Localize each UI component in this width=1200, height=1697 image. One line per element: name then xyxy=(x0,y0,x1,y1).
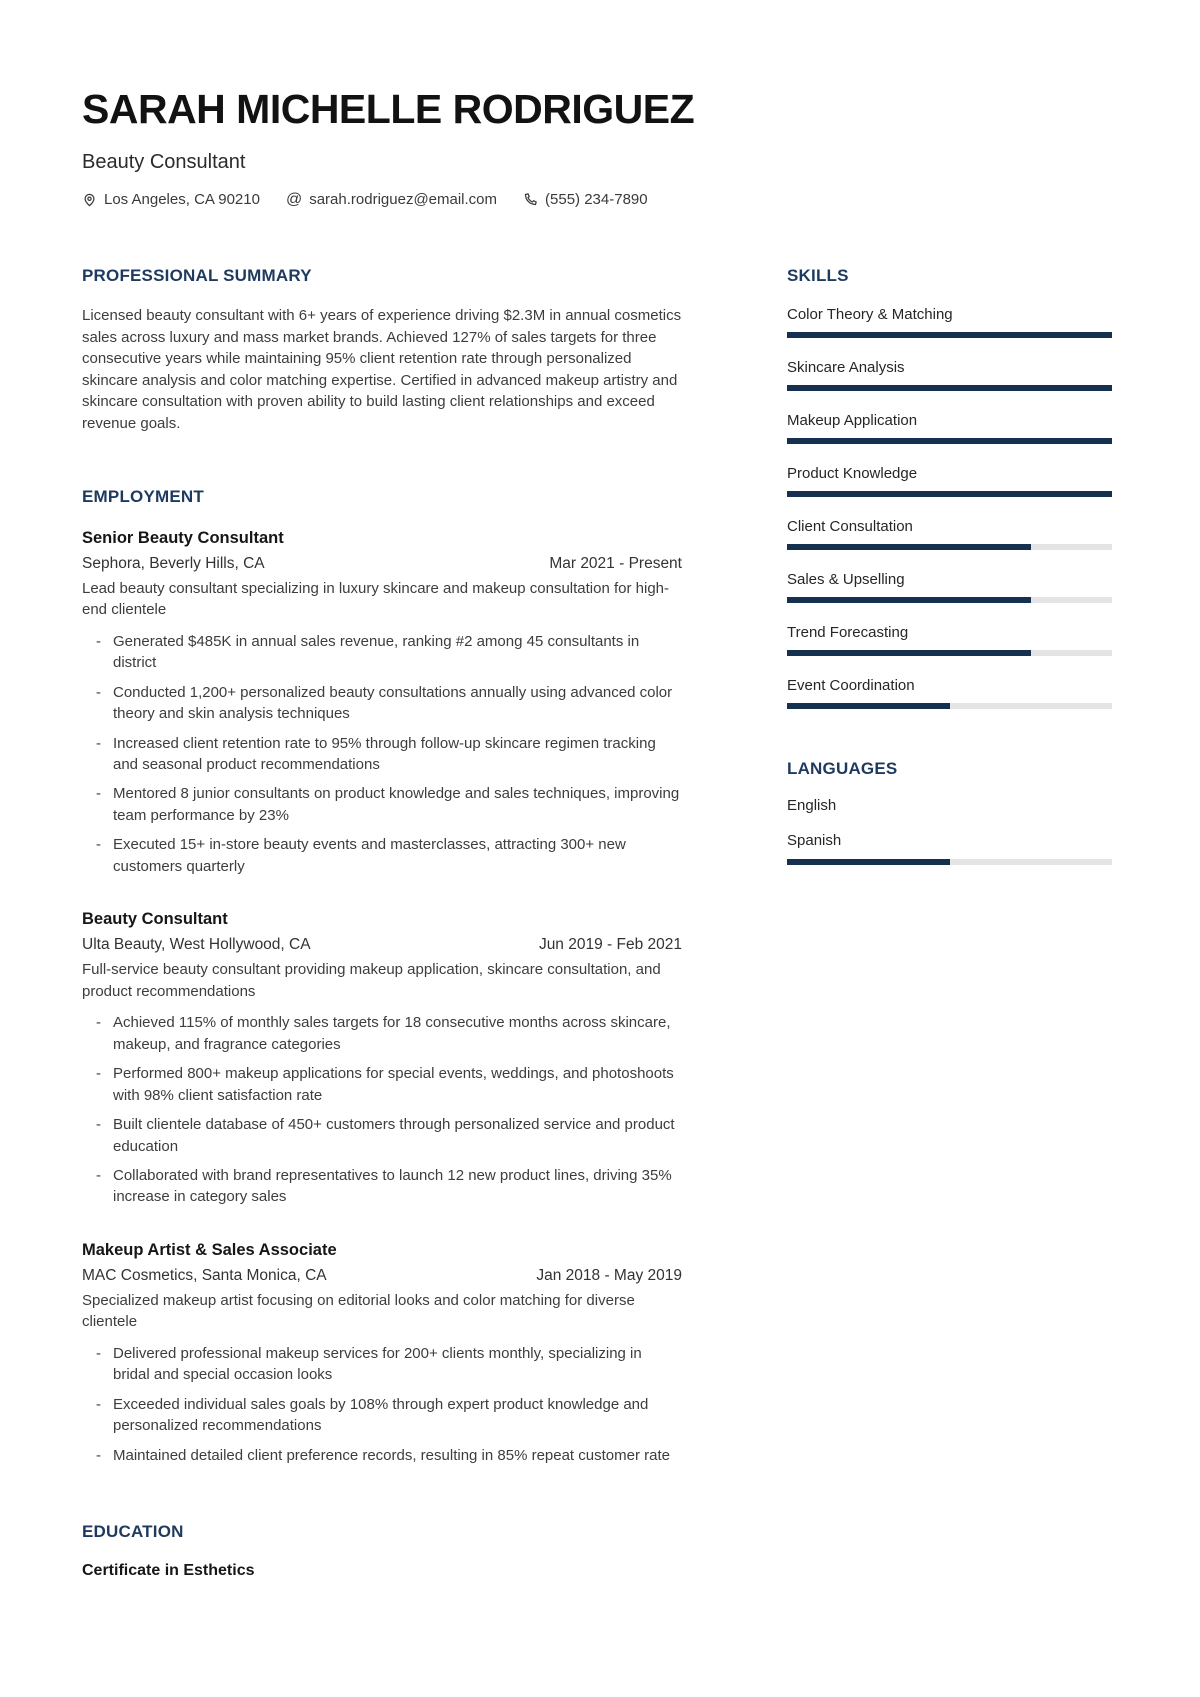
skill-bar-fill xyxy=(787,597,1031,603)
bullet-text: Maintained detailed client preference records, resulting in 85% repeat customer rate xyxy=(113,1446,670,1464)
resume-columns xyxy=(82,266,1112,1580)
bullet-text: Exceeded individual sales goals by 108% through expert product knowledge and personalized recommendations xyxy=(113,1395,649,1435)
job-list xyxy=(82,529,682,1467)
job-bullet xyxy=(82,1394,682,1437)
skill-label: Event Coordination xyxy=(787,677,915,695)
job-entry xyxy=(82,529,682,878)
job-entry xyxy=(82,1241,682,1466)
skill-label: Sales & Upselling xyxy=(787,571,905,589)
job-company: Sephora, Beverly Hills, CA xyxy=(82,554,265,572)
job-dates: Mar 2021 - Present xyxy=(549,554,682,572)
bullet-dash: - xyxy=(96,785,101,803)
skill-label: Skincare Analysis xyxy=(787,359,905,377)
skill-item xyxy=(787,359,1112,391)
job-entry xyxy=(82,910,682,1208)
job-bullets xyxy=(82,631,682,877)
job-bullet xyxy=(82,733,682,776)
skill-bar xyxy=(787,544,1112,550)
job-dates: Jun 2019 - Feb 2021 xyxy=(538,936,682,954)
skill-bar-fill xyxy=(787,438,1112,444)
skill-bar-fill xyxy=(787,332,1112,338)
employment-section xyxy=(82,487,682,1467)
job-bullet xyxy=(82,631,682,674)
skill-bar-fill xyxy=(787,544,1031,550)
contact-phone xyxy=(523,191,648,208)
language-label: Spanish xyxy=(787,832,842,850)
bullet-text: Collaborated with brand representatives to launch 12 new product lines, driving 35% increase in category sales xyxy=(113,1166,672,1206)
phone-text: (555) 234-7890 xyxy=(545,191,648,209)
job-bullet xyxy=(82,682,682,725)
skill-item xyxy=(787,412,1112,444)
bullet-text: Performed 800+ makeup applications for special events, weddings, and photoshoots with 98% client satisfaction rate xyxy=(113,1065,674,1104)
skill-item xyxy=(787,306,1112,338)
language-list xyxy=(787,797,1112,865)
language-item xyxy=(787,797,1112,814)
location-pin-icon xyxy=(82,192,97,208)
bullet-dash: - xyxy=(96,1345,101,1363)
job-meta xyxy=(82,1267,682,1285)
language-bar xyxy=(787,859,1112,865)
education-degree: Certificate in Esthetics xyxy=(82,1562,255,1580)
skill-bar xyxy=(787,703,1112,709)
job-bullet xyxy=(82,1445,682,1466)
job-bullets xyxy=(82,1343,682,1466)
contact-location xyxy=(82,191,260,208)
skill-bar xyxy=(787,597,1112,603)
job-company: MAC Cosmetics, Santa Monica, CA xyxy=(82,1266,327,1284)
job-meta xyxy=(82,555,682,573)
job-bullet xyxy=(82,1063,682,1106)
at-sign-icon: @ xyxy=(285,190,303,208)
person-name: SARAH MICHELLE RODRIGUEZ xyxy=(82,86,695,132)
email-text: sarah.rodriguez@email.com xyxy=(309,191,498,209)
education-heading: EDUCATION xyxy=(82,1522,184,1542)
language-item xyxy=(787,832,1112,865)
contact-row xyxy=(82,191,1112,208)
bullet-text: Achieved 115% of monthly sales targets for 18 consecutive months across skincare, makeup, and fragrance categories xyxy=(113,1014,671,1053)
skill-bar-fill xyxy=(787,650,1031,656)
phone-icon xyxy=(523,192,538,207)
bullet-dash: - xyxy=(96,734,101,752)
job-summary: Lead beauty consultant specializing in luxury skincare and makeup consultation for high-end clientele xyxy=(82,579,670,619)
main-column xyxy=(82,266,682,1580)
bullet-dash: - xyxy=(96,1166,101,1184)
person-title: Beauty Consultant xyxy=(82,151,246,174)
employment-heading: EMPLOYMENT xyxy=(82,486,204,506)
contact-email xyxy=(286,191,497,208)
skill-item xyxy=(787,465,1112,497)
skill-label: Product Knowledge xyxy=(787,465,918,483)
skill-bar xyxy=(787,438,1112,444)
job-meta xyxy=(82,936,682,954)
skill-label: Client Consultation xyxy=(787,518,913,536)
job-bullet xyxy=(82,783,682,826)
bullet-text: Increased client retention rate to 95% through follow-up skincare regimen tracking and seasonal product recommendations xyxy=(113,734,656,773)
skills-heading: SKILLS xyxy=(787,266,849,286)
job-title: Senior Beauty Consultant xyxy=(82,528,284,547)
skill-list xyxy=(787,306,1112,709)
resume-header xyxy=(82,88,1112,208)
bullet-text: Built clientele database of 450+ customers through personalized service and product education xyxy=(113,1116,675,1155)
bullet-dash: - xyxy=(96,1395,101,1413)
job-title: Makeup Artist & Sales Associate xyxy=(82,1240,337,1259)
job-summary: Specialized makeup artist focusing on editorial looks and color matching for diverse clientele xyxy=(82,1291,635,1331)
sidebar-column xyxy=(787,266,1112,1580)
job-bullet xyxy=(82,1343,682,1386)
job-company: Ulta Beauty, West Hollywood, CA xyxy=(82,936,311,954)
bullet-dash: - xyxy=(96,1014,101,1032)
job-summary: Full-service beauty consultant providing makeup application, skincare consultation, and product recommendations xyxy=(82,961,661,1000)
bullet-dash: - xyxy=(96,1116,101,1134)
skill-item xyxy=(787,624,1112,656)
bullet-text: Generated $485K in annual sales revenue, ranking #2 among 45 consultants in district xyxy=(113,632,640,672)
skill-item xyxy=(787,518,1112,550)
bullet-dash: - xyxy=(96,632,101,650)
skill-item xyxy=(787,571,1112,603)
skills-section xyxy=(787,266,1112,709)
bullet-text: Executed 15+ in-store beauty events and masterclasses, attracting 300+ new customers quarterly xyxy=(113,836,626,875)
job-bullet xyxy=(82,1114,682,1157)
bullet-text: Delivered professional makeup services for 200+ clients monthly, specializing in bridal and special occasion looks xyxy=(113,1345,642,1384)
job-dates: Jan 2018 - May 2019 xyxy=(536,1266,682,1284)
summary-section xyxy=(82,266,682,435)
education-section xyxy=(82,1522,682,1580)
bullet-dash: - xyxy=(96,836,101,854)
language-label: English xyxy=(787,797,837,815)
job-bullet xyxy=(82,834,682,877)
job-title: Beauty Consultant xyxy=(82,910,228,929)
job-bullets xyxy=(82,1012,682,1208)
skill-bar xyxy=(787,650,1112,656)
skill-label: Color Theory & Matching xyxy=(787,306,953,324)
skill-label: Trend Forecasting xyxy=(787,624,909,642)
job-bullet xyxy=(82,1012,682,1055)
bullet-dash: - xyxy=(96,1065,101,1083)
skill-bar xyxy=(787,385,1112,391)
skill-bar xyxy=(787,491,1112,497)
bullet-text: Conducted 1,200+ personalized beauty consultations annually using advanced color theory and skin analysis techniques xyxy=(113,683,673,723)
skill-item xyxy=(787,677,1112,709)
summary-text: Licensed beauty consultant with 6+ years of experience driving $2.3M in annual cosmetics sales across luxury and mass market brands. Achieved 127% of sales targets for three consecutive years while maintaining 95% client retention rate through personalized skincare analysis and color matching expertise. Certified in advanced makeup artistry and skincare consultation with proven ability to build lasting client relationships and exceed revenue goals. xyxy=(82,307,682,433)
languages-heading: LANGUAGES xyxy=(787,759,898,779)
languages-section xyxy=(787,759,1112,865)
bullet-dash: - xyxy=(96,1446,101,1464)
language-bar-fill xyxy=(787,859,950,865)
skill-label: Makeup Application xyxy=(787,412,918,430)
bullet-text: Mentored 8 junior consultants on product knowledge and sales techniques, improving team performance by 23% xyxy=(113,785,680,824)
skill-bar-fill xyxy=(787,703,950,709)
job-bullet xyxy=(82,1165,682,1208)
bullet-dash: - xyxy=(96,683,101,701)
summary-heading: PROFESSIONAL SUMMARY xyxy=(82,266,312,286)
skill-bar xyxy=(787,332,1112,338)
skill-bar-fill xyxy=(787,385,1112,391)
location-text: Los Angeles, CA 90210 xyxy=(104,191,260,209)
skill-bar-fill xyxy=(787,491,1112,497)
